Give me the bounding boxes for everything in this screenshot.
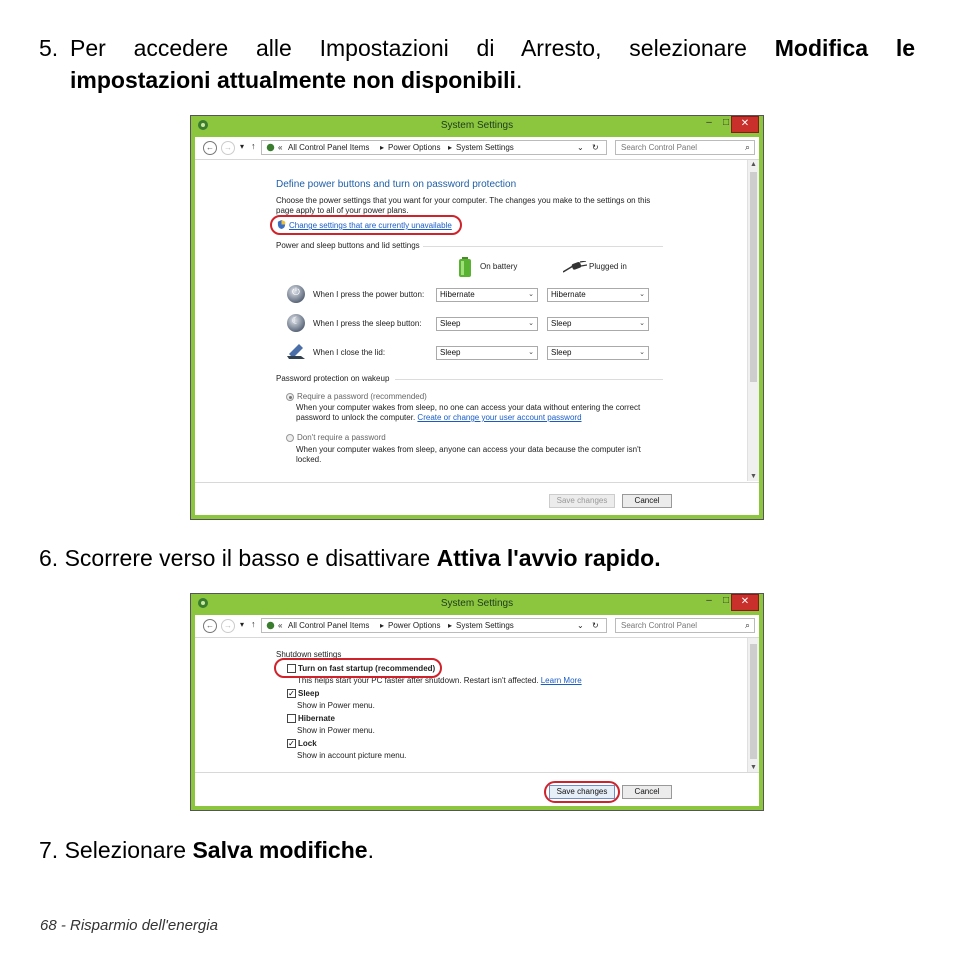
fast-startup-desc-text: This helps start your PC faster after shutdown. Restart isn't affected. [297,676,539,685]
maximize-button[interactable]: □ [722,595,730,606]
breadcrumb-system-settings[interactable]: System Settings [456,621,514,630]
step-text: Scorrere verso il basso e disattivare [64,545,431,571]
up-button[interactable]: ↑ [251,619,256,629]
chevron-down-icon[interactable]: ⌄ [577,143,584,152]
select-value: Sleep [440,319,461,328]
cancel-button[interactable]: Cancel [622,494,672,508]
lock-checkbox[interactable]: ✓ [288,739,295,748]
search-input[interactable] [615,618,755,633]
scrollbar[interactable] [747,638,759,772]
section-title-password: Password protection on wakeup [276,374,390,383]
maximize-button[interactable]: □ [722,117,730,128]
plug-icon [563,261,587,273]
forward-button[interactable]: → [221,619,235,633]
save-changes-button[interactable]: Save changes [549,785,615,799]
require-password-radio[interactable] [286,393,294,401]
chevron-right-icon: ▸ [380,143,385,152]
on-battery-label: On battery [480,262,518,271]
footer-divider [195,482,759,483]
scroll-up-icon[interactable]: ▲ [750,161,757,168]
highlight-oval [274,658,442,678]
chevron-down-icon: ⌄ [528,320,534,327]
save-changes-button[interactable]: Save changes [549,494,615,508]
sleep-label: Sleep [298,689,320,698]
require-password-desc: When your computer wakes from sleep, no one can access your data without entering the correct [296,403,641,412]
search-icon[interactable]: ⌕ [744,620,750,630]
back-button[interactable]: ← [203,141,217,155]
no-password-desc: When your computer wakes from sleep, anyone can access your data because the computer isn't [296,445,641,454]
page-heading: Define power buttons and turn on password protection [276,179,517,190]
sleep-button-battery-select[interactable] [436,317,538,331]
fast-startup-label: Turn on fast startup (recommended) [298,664,436,673]
hibernate-label: Hibernate [298,714,335,723]
row-label: When I press the sleep button: [313,319,422,328]
no-password-radio[interactable] [286,434,294,442]
back-button[interactable]: ← [203,619,217,633]
chevron-right-icon: ▸ [448,143,453,152]
plugged-in-label: Plugged in [589,262,627,271]
description-line-2: page apply to all of your power plans. [276,206,409,215]
step-bold-text: Modifica le [774,35,916,61]
chevron-down-icon: ⌄ [639,349,645,356]
step-bold-text: Salva modifiche [192,837,368,863]
power-button-plugged-select[interactable] [547,288,649,302]
search-icon[interactable]: ⌕ [744,142,750,152]
step-text: Selezionare [64,837,187,863]
search-input[interactable] [615,140,755,155]
sleep-button-icon: ☾ [287,314,305,332]
sleep-button-plugged-select[interactable] [547,317,649,331]
section-title-shutdown: Shutdown settings [276,650,342,659]
scroll-down-icon[interactable]: ▼ [750,764,757,771]
chevron-down-icon: ⌄ [528,291,534,298]
breadcrumb-system-settings[interactable]: System Settings [456,143,514,152]
minimize-button[interactable]: – [706,117,712,128]
row-label: When I close the lid: [313,348,386,357]
close-button[interactable]: ✕ [731,594,759,611]
select-value: Sleep [551,348,572,357]
search-placeholder: Search Control Panel [621,621,698,630]
chevron-down-icon: ⌄ [639,320,645,327]
change-settings-link[interactable]: Change settings that are currently unavailable [289,221,452,230]
scrollbar[interactable] [747,160,759,481]
window-content [195,615,759,806]
description-line-1: Choose the power settings that you want for your computer. The changes you make to the settings on this [276,196,651,205]
require-password-desc [296,413,582,422]
power-button-icon: ⏻ [287,285,305,303]
navigation-bar [195,137,759,160]
breadcrumb-separator: « [278,621,283,630]
system-settings-window-2 [190,593,764,811]
address-bar[interactable] [261,618,607,633]
step-text: . [515,67,523,93]
minimize-button[interactable]: – [706,595,712,606]
lock-label: Lock [298,739,317,748]
section-divider [423,246,663,247]
step-text: Per accedere alle Impostazioni di Arresto, selezionare [70,35,747,61]
chevron-down-icon: ⌄ [528,349,534,356]
breadcrumb-separator: « [278,143,283,152]
row-label: When I press the power button: [313,290,425,299]
chevron-right-icon: ▸ [380,621,385,630]
step-text-post: . [367,837,374,863]
step-number: 6. [39,545,59,571]
require-password-desc-2: password to unlock the computer. [296,413,416,422]
cancel-button[interactable]: Cancel [622,785,672,799]
window-title: System Settings [440,120,514,131]
up-button[interactable]: ↑ [251,141,256,151]
title-bar [191,594,763,614]
footer-divider [195,772,759,773]
navigation-bar [195,615,759,638]
refresh-icon[interactable]: ↻ [592,621,599,630]
system-settings-window-1 [190,115,764,520]
select-value: Hibernate [440,290,475,299]
breadcrumb-all-items[interactable]: All Control Panel Items [288,621,370,630]
create-password-link[interactable]: Create or change your user account password [417,413,582,422]
title-bar [191,116,763,136]
history-dropdown-icon[interactable]: ▾ [240,620,245,629]
sleep-checkbox[interactable]: ✓ [288,689,295,698]
forward-button[interactable]: → [221,141,235,155]
require-password-label: Require a password (recommended) [297,392,427,401]
scrollbar-thumb[interactable] [750,644,757,759]
sleep-desc: Show in Power menu. [297,701,375,710]
step-number: 7. [39,837,59,863]
power-button-battery-select[interactable] [436,288,538,302]
lid-plugged-select[interactable] [547,346,649,360]
select-value: Hibernate [551,290,586,299]
refresh-icon[interactable]: ↻ [592,143,599,152]
window-title: System Settings [440,598,514,609]
learn-more-link[interactable]: Learn More [540,676,582,685]
breadcrumb-power-options[interactable]: Power Options [388,143,441,152]
laptop-lid-icon [287,342,307,360]
step-number: 5. [39,35,59,61]
history-dropdown-icon[interactable]: ▾ [240,142,245,151]
search-placeholder: Search Control Panel [621,143,698,152]
step-bold-text: Attiva l'avvio rapido. [436,545,661,571]
chevron-right-icon: ▸ [448,621,453,630]
lid-battery-select[interactable] [436,346,538,360]
hibernate-desc: Show in Power menu. [297,726,375,735]
step-5 [39,32,915,64]
close-button[interactable]: ✕ [731,116,759,133]
select-value: Sleep [551,319,572,328]
battery-icon [459,257,471,277]
highlight-oval [544,781,620,803]
step-6 [39,542,661,574]
control-panel-icon [266,143,275,152]
control-panel-icon [266,621,275,630]
no-password-desc: locked. [296,455,322,464]
chevron-down-icon[interactable]: ⌄ [577,621,584,630]
chevron-down-icon: ⌄ [639,291,645,298]
step-bold-text: impostazioni attualmente non disponibili [70,67,516,93]
breadcrumb-power-options[interactable]: Power Options [388,621,441,630]
step-7 [39,834,374,866]
hibernate-checkbox[interactable] [287,714,296,723]
highlight-oval [270,215,462,235]
breadcrumb-all-items[interactable]: All Control Panel Items [288,143,370,152]
lock-desc: Show in account picture menu. [297,751,407,760]
window-content [195,137,759,515]
select-value: Sleep [440,348,461,357]
scroll-down-icon[interactable]: ▼ [750,473,757,480]
page-footer: 68 - Risparmio dell'energia [40,917,218,934]
section-divider [395,379,663,380]
step-5-line2 [70,64,522,96]
no-password-label: Don't require a password [297,433,386,442]
address-bar[interactable] [261,140,607,155]
scrollbar-thumb[interactable] [750,172,757,382]
section-title-buttons: Power and sleep buttons and lid settings [276,241,420,250]
